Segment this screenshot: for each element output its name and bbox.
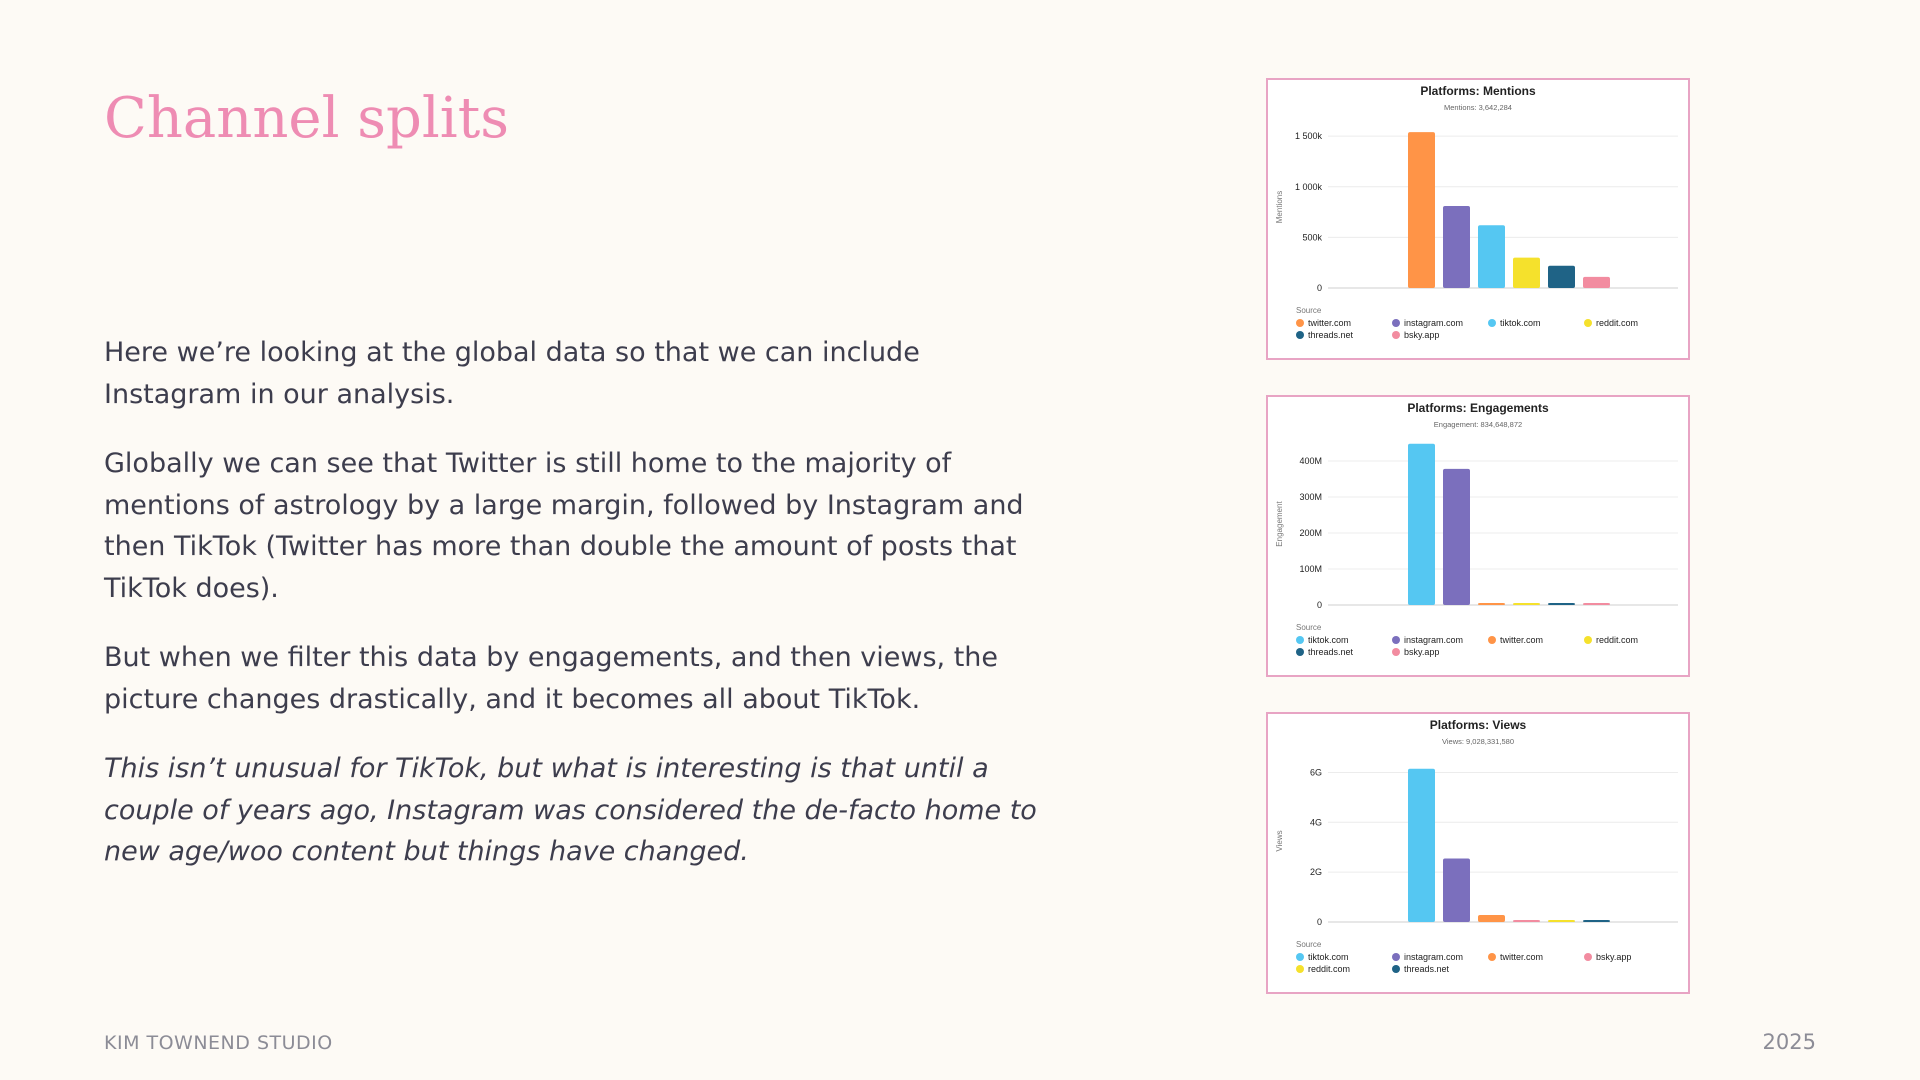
legend-swatch-twitter-com: [1488, 636, 1496, 644]
chart-subtitle: Views: 9,028,331,580: [1441, 737, 1515, 746]
chart-title: Platforms: Mentions: [1420, 84, 1536, 98]
y-tick-label: 1 500k: [1294, 131, 1322, 142]
paragraph-mentions: Globally we can see that Twitter is still home to the majority of mentions of astrology by a large margin, followed by Instagram and then TikTok (Twitter has more than double the amount of posts that TikTok does).: [104, 448, 1024, 604]
y-tick-label: 1 000k: [1294, 181, 1322, 192]
legend-label-bsky-app: bsky.app: [1596, 952, 1632, 962]
legend-label-bsky-app: bsky.app: [1404, 330, 1440, 340]
legend-label-reddit-com: reddit.com: [1596, 318, 1639, 328]
legend-label-tiktok-com: tiktok.com: [1308, 952, 1349, 962]
legend-swatch-bsky-app: [1392, 648, 1400, 656]
legend-label-reddit-com: reddit.com: [1596, 635, 1639, 645]
bar-tiktok-com: [1478, 225, 1505, 288]
legend-label-twitter-com: twitter.com: [1308, 318, 1352, 328]
legend-label-threads-net: threads.net: [1404, 964, 1450, 974]
bar-instagram-com: [1443, 469, 1470, 605]
y-axis-label: Engagement: [1275, 501, 1284, 547]
legend-swatch-instagram-com: [1392, 319, 1400, 327]
legend-label-instagram-com: instagram.com: [1404, 318, 1464, 328]
legend-swatch-tiktok-com: [1296, 636, 1304, 644]
y-axis-label: Views: [1275, 830, 1284, 852]
legend-swatch-twitter-com: [1296, 319, 1304, 327]
chart-engagements: [1266, 395, 1690, 677]
bar-threads-net: [1548, 266, 1575, 288]
paragraph-intro: Here we’re looking at the global data so that we can include Instagram in our analysis.: [104, 337, 920, 410]
chart-subtitle: Engagement: 834,648,872: [1433, 420, 1523, 429]
body-text: [104, 332, 1054, 901]
y-tick-label: 0: [1316, 283, 1322, 293]
bar-reddit-com: [1513, 603, 1540, 605]
legend-label-bsky-app: bsky.app: [1404, 647, 1440, 657]
bar-tiktok-com: [1408, 444, 1435, 605]
bar-bsky-app: [1513, 920, 1540, 922]
paragraph-engagements: But when we filter this data by engagements, and then views, the picture changes drastically, and it becomes all about TikTok.: [104, 642, 999, 715]
y-tick-label: 6G: [1309, 767, 1322, 778]
bar-instagram-com: [1443, 206, 1470, 288]
y-tick-label: 0: [1316, 917, 1322, 927]
bar-threads-net: [1548, 603, 1575, 605]
chart-mentions-svg: [1268, 80, 1688, 358]
legend-swatch-bsky-app: [1392, 331, 1400, 339]
footer-year: 2025: [1762, 1030, 1816, 1054]
bar-reddit-com: [1548, 920, 1575, 922]
chart-mentions: [1266, 78, 1690, 360]
chart-subtitle: Mentions: 3,642,284: [1444, 103, 1512, 112]
paragraph-italic-note: This isn’t unusual for TikTok, but what is interesting is that until a couple of years ago, Instagram was considered the de-facto home to new age/woo content but things have changed.: [104, 753, 1037, 867]
y-tick-label: 2G: [1309, 867, 1322, 878]
y-tick-label: 0: [1316, 600, 1322, 610]
page-title: Channel splits: [104, 86, 509, 151]
footer-studio-name: KIM TOWNEND STUDIO: [104, 1032, 333, 1054]
legend-swatch-threads-net: [1392, 965, 1400, 973]
legend-label-threads-net: threads.net: [1308, 647, 1354, 657]
legend-swatch-reddit-com: [1584, 636, 1592, 644]
bar-bsky-app: [1583, 603, 1610, 605]
bar-twitter-com: [1478, 603, 1505, 605]
legend-label-twitter-com: twitter.com: [1500, 952, 1544, 962]
legend-label-twitter-com: twitter.com: [1500, 635, 1544, 645]
legend-label-instagram-com: instagram.com: [1404, 635, 1464, 645]
y-tick-label: 500k: [1302, 232, 1322, 243]
legend-swatch-bsky-app: [1584, 953, 1592, 961]
y-tick-label: 400M: [1299, 456, 1322, 466]
legend-label-instagram-com: instagram.com: [1404, 952, 1464, 962]
legend-swatch-threads-net: [1296, 331, 1304, 339]
legend-swatch-threads-net: [1296, 648, 1304, 656]
bar-twitter-com: [1408, 132, 1435, 288]
legend-label-reddit-com: reddit.com: [1308, 964, 1351, 974]
chart-engagements-svg: [1268, 397, 1688, 675]
y-axis-label: Mentions: [1275, 190, 1284, 224]
y-tick-label: 200M: [1299, 528, 1322, 538]
legend-title: Source: [1296, 623, 1322, 632]
legend-label-threads-net: threads.net: [1308, 330, 1354, 340]
legend-label-tiktok-com: tiktok.com: [1308, 635, 1349, 645]
y-tick-label: 100M: [1299, 564, 1322, 574]
bar-threads-net: [1583, 920, 1610, 922]
chart-views: [1266, 712, 1690, 994]
bar-instagram-com: [1443, 858, 1470, 922]
bar-reddit-com: [1513, 258, 1540, 288]
chart-title: Platforms: Engagements: [1407, 401, 1549, 415]
y-tick-label: 300M: [1299, 492, 1322, 502]
legend-swatch-twitter-com: [1488, 953, 1496, 961]
legend-title: Source: [1296, 306, 1322, 315]
legend-title: Source: [1296, 940, 1322, 949]
legend-swatch-instagram-com: [1392, 953, 1400, 961]
legend-swatch-reddit-com: [1296, 965, 1304, 973]
legend-swatch-tiktok-com: [1296, 953, 1304, 961]
legend-swatch-tiktok-com: [1488, 319, 1496, 327]
legend-swatch-instagram-com: [1392, 636, 1400, 644]
bar-bsky-app: [1583, 277, 1610, 288]
legend-swatch-reddit-com: [1584, 319, 1592, 327]
chart-title: Platforms: Views: [1429, 718, 1527, 732]
chart-views-svg: [1268, 714, 1688, 992]
y-tick-label: 4G: [1309, 817, 1322, 828]
bar-tiktok-com: [1408, 769, 1435, 922]
bar-twitter-com: [1478, 915, 1505, 922]
legend-label-tiktok-com: tiktok.com: [1500, 318, 1541, 328]
